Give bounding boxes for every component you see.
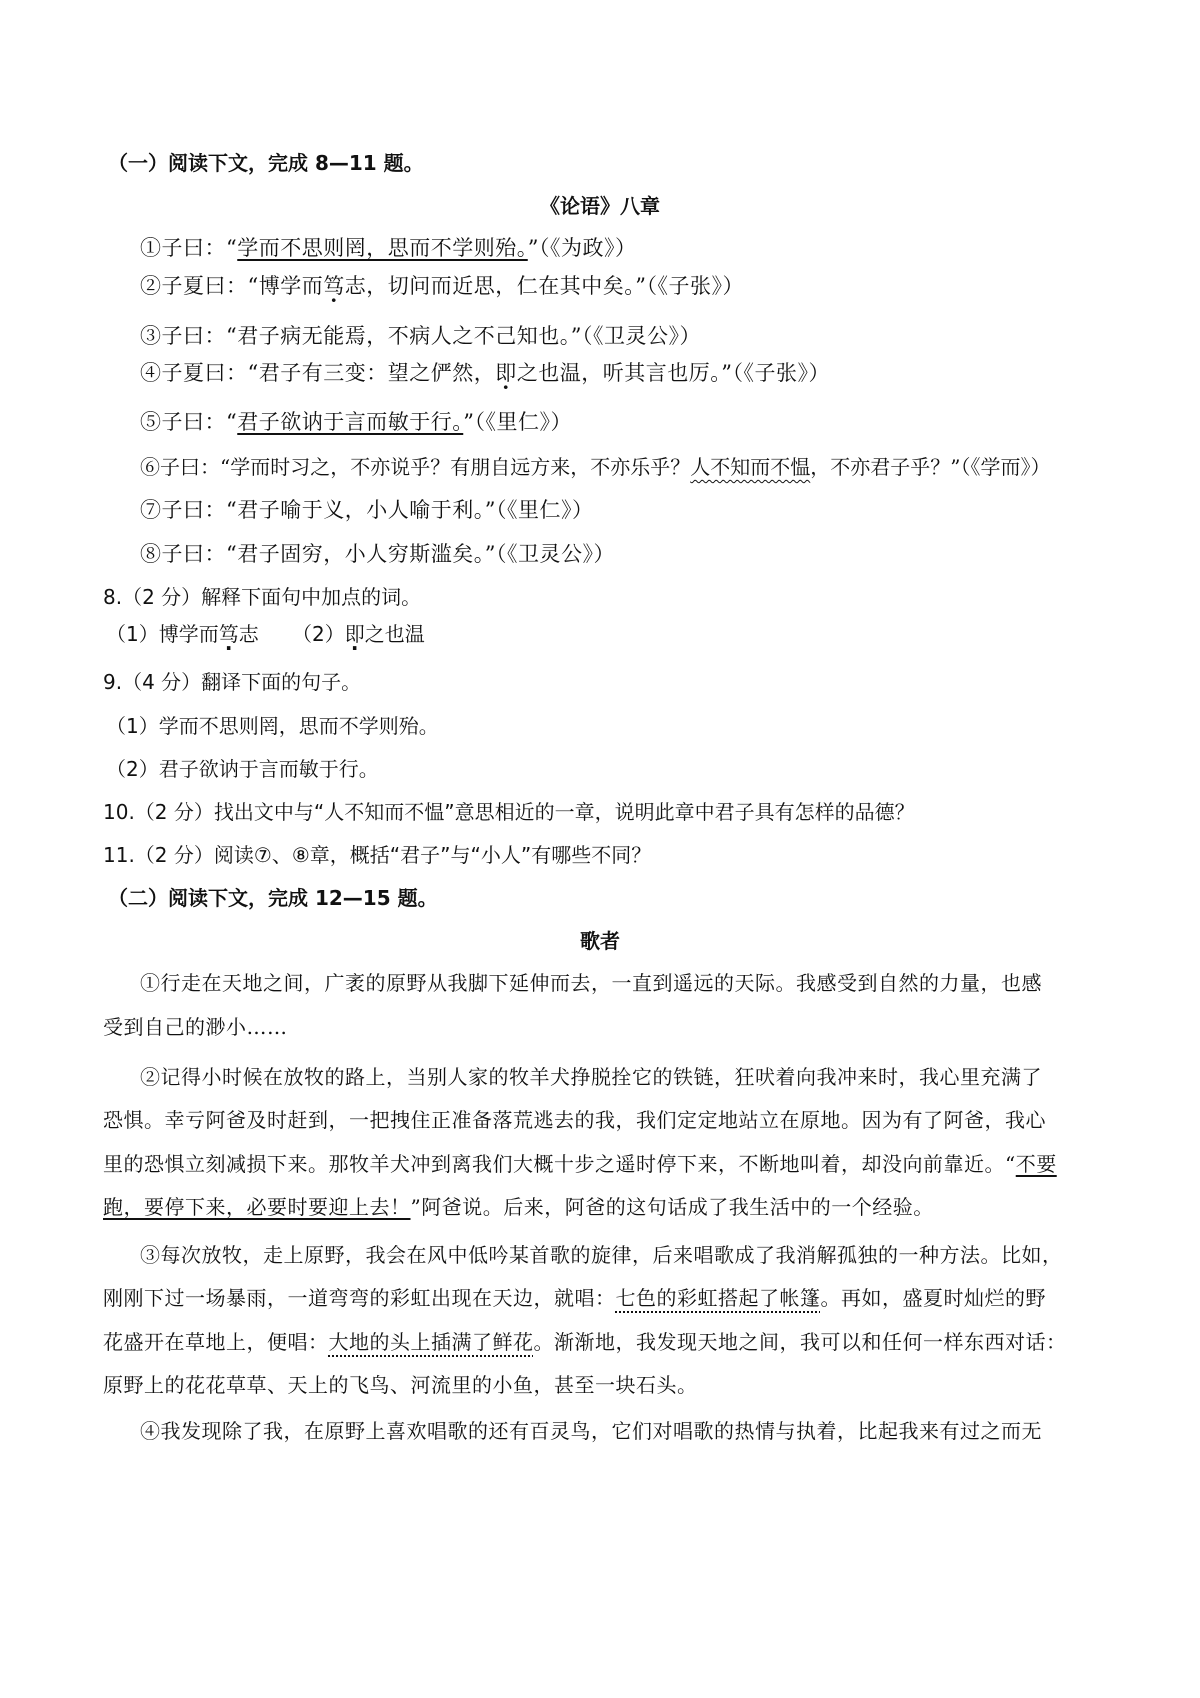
chapter-2-pre: ②子夏曰：“博学而 [140, 274, 324, 298]
q8-sub1-post: 志 [238, 622, 259, 646]
chapter-5-post: ”（《里仁》） [463, 410, 572, 434]
p3-l3-post: 。渐渐地，我发现天地之间，我可以和任何一样东西对话： [533, 1330, 1067, 1354]
p3-l3-dotted: 大地的头上插满了鲜花 [328, 1330, 534, 1354]
chapter-6-post: ，不亦君子乎？”（《学而》） [810, 455, 1051, 479]
q8-sub2-post: 之也温 [364, 622, 425, 646]
p2-l4-post: ”阿爸说。后来，阿爸的这句话成了我生活中的一个经验。 [410, 1195, 934, 1219]
chapter-5-underlined: 君子欲讷于言而敏于行。 [237, 410, 464, 434]
chapter-5 [140, 406, 572, 436]
chapter-2 [140, 270, 744, 300]
question-10: 10.（2 分）找出文中与“人不知而不愠”意思相近的一章，说明此章中君子具有怎样的品德？ [103, 800, 915, 824]
p3-l2-dotted: 七色的彩虹搭起了帐篷 [615, 1286, 821, 1310]
chapter-4 [140, 357, 830, 387]
chapter-6-wavy: 人不知而不愠 [690, 455, 811, 479]
paragraph-4-line-1: ④我发现除了我，在原野上喜欢唱歌的还有百灵鸟，它们对唱歌的热情与执着，比起我来有过之而无 [140, 1419, 1042, 1443]
section1-title: 《论语》八章 [540, 194, 660, 218]
chapter-2-post: 志，切问而近思，仁在其中矣。”（《子张》） [344, 274, 744, 298]
chapter-7: ⑦子曰：“君子喻于义，小人喻于利。”（《里仁》） [140, 498, 594, 522]
paragraph-3-line-2 [103, 1282, 1046, 1311]
question-11: 11.（2 分）阅读⑦、⑧章，概括“君子”与“小人”有哪些不同？ [103, 843, 652, 867]
chapter-8: ⑧子曰：“君子固穷，小人穷斯滥矣。”（《卫灵公》） [140, 542, 615, 566]
paragraph-3-line-1: ③每次放牧，走上原野，我会在风中低吟某首歌的旋律，后来唱歌成了我消解孤独的一种方法。比如， [140, 1243, 1063, 1267]
p2-l3-pre: 里的恐惧立刻减损下来。那牧羊犬冲到离我们大概十步之遥时停下来，不断地叫着，却没向前靠近。“ [103, 1152, 1016, 1176]
question-9-sub-1: （1）学而不思则罔，思而不学则殆。 [106, 714, 439, 738]
q8-sub1-dotted-word: 笃 [218, 622, 239, 646]
paragraph-2-line-3 [103, 1148, 1057, 1177]
paragraph-2-line-2: 恐惧。幸亏阿爸及时赶到，一把拽住正准备落荒逃去的我，我们定定地站立在原地。因为有了阿爸，我心 [103, 1108, 1046, 1132]
chapter-4-post: 之也温，听其言也厉。”（《子张》） [516, 361, 830, 385]
p3-l2-pre: 刚刚下过一场暴雨，一道弯弯的彩虹出现在天边，就唱： [103, 1286, 616, 1310]
question-9: 9.（4 分）翻译下面的句子。 [103, 670, 362, 694]
paragraph-3-line-4: 原野上的花花草草、天上的飞鸟、河流里的小鱼，甚至一块石头。 [103, 1373, 698, 1397]
p2-l4-underlined: 跑，要停下来，必要时要迎上去！ [103, 1195, 411, 1219]
chapter-1-post: ”（《为政》） [527, 236, 637, 260]
chapter-6 [140, 451, 1050, 480]
q8-sub2-dotted-word: 即 [344, 622, 365, 646]
paragraph-2-line-4 [103, 1191, 934, 1220]
chapter-3: ③子曰：“君子病无能焉，不病人之不己知也。”（《卫灵公》） [140, 324, 701, 348]
p3-l3-pre: 花盛开在草地上，便唱： [103, 1330, 329, 1354]
question-8-sub-1 [106, 618, 259, 647]
section2-heading: （二）阅读下文，完成 12—15 题。 [108, 886, 438, 910]
paragraph-3-line-3 [103, 1326, 1067, 1355]
chapter-1 [140, 232, 637, 262]
chapter-5-pre: ⑤子曰：“ [140, 410, 238, 434]
section1-heading: （一）阅读下文，完成 8—11 题。 [108, 151, 424, 175]
paragraph-2-line-1: ②记得小时候在放牧的路上，当别人家的牧羊犬挣脱拴它的铁链，狂吠着向我冲来时，我心里充满了 [140, 1065, 1042, 1089]
section2-title: 歌者 [580, 929, 620, 953]
chapter-1-pre: ①子曰：“ [140, 236, 238, 260]
chapter-4-pre: ④子夏曰：“君子有三变：望之俨然， [140, 361, 496, 385]
q8-sub1-pre: （1）博学而 [106, 622, 219, 646]
p2-l3-underlined: 不要 [1015, 1152, 1057, 1176]
paragraph-1-line-2: 受到自己的渺小…… [103, 1015, 288, 1039]
chapter-4-dotted-word: 即 [495, 361, 517, 385]
chapter-2-dotted-word: 笃 [323, 274, 345, 298]
q8-sub2-pre: （2） [292, 622, 345, 646]
paragraph-1-line-1: ①行走在天地之间，广袤的原野从我脚下延伸而去，一直到遥远的天际。我感受到自然的力量，也感 [140, 971, 1042, 995]
question-8-sub-2 [292, 618, 425, 647]
question-9-sub-2: （2）君子欲讷于言而敏于行。 [106, 757, 379, 781]
chapter-6-pre: ⑥子曰：“学而时习之，不亦说乎？有朋自远方来，不亦乐乎？ [140, 455, 691, 479]
p3-l2-post: 。再如，盛夏时灿烂的野 [820, 1286, 1046, 1310]
chapter-1-underlined: 学而不思则罔，思而不学则殆。 [237, 236, 528, 260]
question-8: 8.（2 分）解释下面句中加点的词。 [103, 585, 422, 609]
